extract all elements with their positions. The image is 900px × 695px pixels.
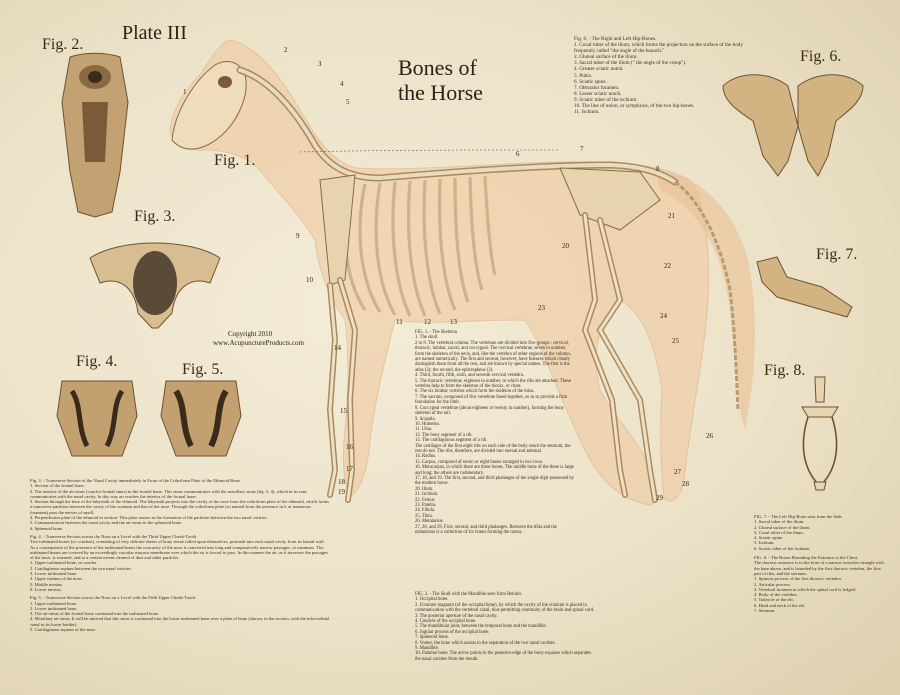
- caption-item: 2. Cartilaginous septum between the two nasal cavities.: [30, 565, 132, 571]
- skeleton-number: 1: [183, 88, 187, 96]
- caption-item: 1. Spinous process of the first thoracic vertebra.: [754, 576, 842, 582]
- main-title-line2: the Horse: [398, 80, 483, 105]
- left-captions: [30, 478, 330, 632]
- caption-item: 4. Condyle of the occipital bone.: [415, 619, 477, 625]
- caption-item: 3. Sacral tuber of the ilium (" the angle of the croup").: [574, 60, 687, 67]
- caption-item: 23. Patella.: [415, 503, 436, 508]
- skeleton-number: 21: [668, 212, 675, 220]
- caption-item: 4. Sciatic spine.: [754, 535, 784, 541]
- skeleton-number: 3: [318, 60, 322, 68]
- caption-item: 9. Sciatic tuber of the ischium.: [574, 96, 638, 103]
- skeleton-number: 26: [706, 432, 713, 440]
- copyright-line2: www.AcupunctureProducts.com: [213, 339, 304, 347]
- skeleton-number: 22: [664, 262, 671, 270]
- skeleton-number: 14: [334, 344, 341, 352]
- caption-item: 7. Obturator foramen.: [574, 84, 620, 91]
- caption-item: 6. The six lumbar vertebra which form the skeleton of the loins.: [415, 389, 535, 395]
- caption-item: 21. Ischium.: [415, 492, 439, 498]
- caption-item: 8. Coccygeal vertebrae (about eighteen or twenty in number), forming the bony skeleton of the tail.: [415, 405, 565, 417]
- caption-item: 22. Femur.: [415, 497, 436, 503]
- skeleton-number: 18: [338, 478, 345, 486]
- caption-item: 5. Ischium.: [754, 540, 775, 546]
- skeleton-number: 27: [674, 468, 681, 476]
- fig3-nasal-section: [80, 228, 230, 338]
- fig2-label: Fig. 2.: [42, 36, 84, 53]
- fig4-label: Fig. 4.: [76, 353, 118, 370]
- caption-heading: Fig. 5. - Transverse Section across the Nose on a Level with the Fifth Upper Cheek-Tooth.: [30, 595, 197, 601]
- skeleton-number: 23: [538, 304, 545, 312]
- caption-item: 16. Metacarpus, in which there are three bones. The middle bone of the three is large and long; the others are rudimentary.: [415, 465, 574, 476]
- caption-heading: FIG. 1. - The Skeleton: [415, 330, 458, 335]
- skeleton-number: 11: [396, 318, 403, 326]
- caption-item: 2. Gluteal surface of the ilium.: [754, 524, 811, 530]
- skeleton-number: 17: [346, 465, 353, 473]
- caption-item: 4. Maxillary air-sinus. It will be noticed that this sinus is continued into the lower turbinated bone over a plate of bone (shown, in the section, with the infra-orbital canal in its lower border).: [30, 616, 330, 627]
- caption-heading: Fig. 6. - The Right and Left Hip-Bones.: [574, 36, 657, 42]
- caption-item: 9. Scapula.: [415, 416, 436, 422]
- fig5-label: Fig. 5.: [182, 361, 224, 378]
- fig1-label: Fig. 1.: [214, 152, 256, 169]
- caption-item: 1. Upper turbinated bone, or concha.: [30, 560, 98, 566]
- caption-item: 1. Upper turbinated bone.: [30, 600, 78, 606]
- caption-item: 5. The mandibular joint, between the temporal bone and the mandible.: [415, 624, 547, 630]
- fig4-nose-section: [52, 376, 142, 461]
- fig8-label: Fig. 8.: [764, 362, 806, 379]
- caption-item: 3. Coxal tuber of the ilium.: [754, 529, 804, 535]
- caption-item: 25. Tibia.: [415, 513, 433, 519]
- caption-item: The cartilages of the first eight ribs on each side of the body reach the sternum; the rest do not. The ribs, therefore, are divided into sternal and asternal.: [415, 443, 571, 454]
- caption-item: 7. Sphenoid bone.: [415, 635, 449, 641]
- skeleton-number: 29: [656, 494, 663, 502]
- caption-item: 13. The cartilaginous segment of a rib.: [415, 438, 488, 444]
- skeleton-number: 10: [306, 276, 313, 284]
- caption-item: 3. The posterior aperture of the nasal cavity.: [415, 613, 498, 619]
- caption-item: 9. Mandible.: [415, 646, 439, 652]
- copyright-line1: Copyright 2010: [228, 330, 273, 338]
- fig5-nose-section: [156, 376, 246, 461]
- caption-item: 12. The bony segment of a rib.: [415, 432, 473, 438]
- caption-item: 2. Gluteal surface of the ilium.: [574, 54, 638, 61]
- main-title-line1: Bones of: [398, 55, 477, 80]
- fig6-caption: [574, 36, 759, 115]
- caption-item: 1. Section of the frontal bone.: [30, 483, 85, 489]
- caption-item: 5. Pubis.: [574, 72, 593, 79]
- caption-item: 2. The interior of the air-sinus (concho-frontal sinus) in the frontal bone. This sinus communicates with the maxillary sinus (fig. 5, 4), which in its turn communicates with the nasal cavity. In this way air reaches the interior of the frontal bone.: [30, 488, 307, 499]
- caption-item: 3. Vertebral foramen in which the spinal cord is lodged.: [754, 586, 857, 592]
- caption-item: 6. Sciatic spine.: [574, 78, 607, 85]
- caption-item: 2. Articular process.: [754, 581, 791, 587]
- plate-label: Plate III: [122, 22, 187, 44]
- caption-item: 5. Cartilaginous septum of the nose.: [30, 627, 97, 633]
- caption-item: 4. Upper meatus of the nose.: [30, 576, 83, 582]
- fig3-label: Fig. 3.: [134, 208, 176, 225]
- caption-item: 2. Lower turbinated bone.: [30, 605, 78, 611]
- caption-item: 1. Sacral tuber of the ilium.: [754, 519, 805, 525]
- caption-heading: FIG. 2. - The Skull with the Mandible seen from Behind.: [415, 592, 522, 597]
- caption-item: The thoracic entrance is in the form of a narrow isosceles triangle with the base above, and is bounded by the first thoracic vertebra, the first pair of ribs, and the sternum.: [754, 560, 884, 576]
- skeleton-number: 20: [562, 242, 569, 250]
- caption-item: 27, 28, and 29. First, second, and third phalanges. Between the tibia and the metatarsus is a collection of six bones forming the tarsus.: [415, 524, 558, 536]
- caption-heading: FIG. 8. - The Bones Bounding the Entrance to the Chest.: [754, 555, 859, 561]
- skeleton-number: 5: [346, 98, 350, 106]
- caption-item: 4. Body of the vertebra.: [754, 592, 798, 598]
- skeleton-number: 9: [296, 232, 300, 240]
- skeleton-number: 16: [346, 443, 353, 451]
- caption-heading: FIG. 7. - The Left Hip-Bone seen from the Side.: [754, 514, 843, 519]
- caption-item: 2. Foramen magnum (of the occipital bone), by which the cavity of the cranium is placed in communication with the vertebral canal, thus permitting continuity of the brain and spinal cord.: [415, 602, 595, 614]
- right-captions: [754, 514, 884, 613]
- caption-item: 1. Occipital bone.: [415, 597, 449, 603]
- fig7-label: Fig. 7.: [816, 246, 858, 263]
- caption-item: 14. Radius.: [415, 454, 437, 460]
- caption-item: 5. The thoracic vertebrae, eighteen in number, to which the ribs are attached. These vertebra help to form the skeleton of the thorax, or chest.: [415, 378, 571, 390]
- caption-item: 11. Ulna.: [415, 427, 433, 433]
- caption-item: 6. Head and neck of the rib.: [754, 602, 806, 608]
- caption-item: 6. Lower meatus.: [30, 586, 62, 592]
- fig6-label: Fig. 6.: [800, 48, 842, 65]
- caption-item: 26. Metatarsus.: [415, 519, 444, 525]
- caption-item: 10. The line of union, or symphysis, of the two hip-bones.: [574, 103, 695, 110]
- caption-item: 4. Perpendicular plate of the ethmoid in section. This plate assists in the formation of the partition between the two nasal cavities.: [30, 515, 268, 521]
- fig2-skull: [50, 52, 140, 222]
- caption-item: 10. Palatine bone. The arrow points to the posterior edge of the bony expanse which separates the nasal cavities from the mouth.: [415, 651, 592, 662]
- caption-item: 1. Coxal tuber of the ilium, which forms the projection on the surface of the body frequently called "the angle of the haunch.": [574, 42, 743, 55]
- skeleton-number: 28: [682, 480, 689, 488]
- caption-item: 6. Sciatic tuber of the ischium.: [754, 545, 811, 551]
- caption-item: 8. Lesser sciatic notch.: [574, 90, 622, 97]
- caption-item: 6. Jugular process of the occipital bone.: [415, 629, 490, 635]
- caption-item: 17, 18, and 19. The first, second, and third phalanges of the single digit possessed by the modern horse.: [415, 475, 575, 487]
- skeleton-number: 13: [450, 318, 457, 326]
- caption-item: 8. Vomer, the bone which assists in the separation of the two nasal cavities.: [415, 640, 556, 646]
- caption-item: 2 to 8. The vertebral column. The vertebrae are divided into five groups : cervical, thoracic, lumbar, sacral, and coccygeal. The cervical vertebrae, seven in number, form the skeleton of the neck, and, like the vertebra of other regions of the column, are named numerically. The first and second, however, have features which clearly distinguish them from all the rest, and are known by special names. The first is the atlas (2); the second, the epistropheus (3).: [415, 340, 571, 373]
- skeleton-number: 2: [284, 46, 288, 54]
- fig8-chest-entrance: [790, 372, 850, 492]
- caption-item: 4. Greater sciatic notch.: [574, 66, 624, 73]
- skeleton-number: 24: [660, 312, 667, 320]
- caption-item: 5. Middle meatus.: [30, 581, 64, 587]
- skeleton-number: 19: [338, 488, 345, 496]
- skeleton-number: 6: [516, 150, 520, 158]
- caption-item: 20. Ilium.: [415, 486, 434, 492]
- caption-item: 3. Section through the base of the labyrinth of the ethmoid. The labyrinth projects into the cavity of the nose from the cribriform plate of the ethmoid, which forms a transverse partition between the cavity of the cranium and that of the nose. Through the cribriform plate (so named from the presence in it of numerous foramina) pass the nerves of smell.: [30, 499, 330, 515]
- skeleton-number: 15: [340, 407, 347, 415]
- skeleton-number: 7: [580, 145, 584, 153]
- caption-item: 3. Lower turbinated bone.: [30, 571, 78, 577]
- caption-item: 7. Sternum.: [754, 608, 776, 614]
- caption-item: 15. Carpus, composed of seven or eight bones arranged in two rows.: [415, 459, 544, 465]
- fig1-caption: [415, 330, 575, 535]
- caption-item: 5. Tubercle of the rib.: [754, 597, 794, 603]
- caption-item: 5. Communication between the nasal cavity and the air-sinus in the sphenoid bone.: [30, 520, 183, 526]
- caption-item: 6. Sphenoid bone.: [30, 525, 64, 531]
- caption-item: 7. The sacrum, composed of five vertebrae fused together, so as to provide a firm foundation for the limb.: [415, 394, 568, 406]
- fig2-caption: [415, 592, 595, 662]
- caption-item: 3. The air-sinus of the frontal bone continued into the turbinated bone.: [30, 611, 160, 617]
- caption-item: 11. Ischium.: [574, 109, 600, 116]
- skeleton-number: 4: [340, 80, 344, 88]
- caption-item: Two turbinated bones (or conchae), consisting of very delicate sheets of bony tissue rolled upon themselves, protrude into each nasal cavity from its lateral wall. As a consequence of the presence of the turbinated bones the concavity of the nose is converted into long and comparatively narrow passages, or meatuses. The turbinated bones are covered by an exceedingly vascular mucous membrane over which the air is forced to pass. In this manner the air, as it traverses the passages of the nose, is warmed, and to a certain extent cleaned of dust and other particles.: [30, 539, 328, 561]
- caption-heading: Fig. 3. - Transverse Section of the Nasal Cavity immediately in Front of the Cribriform Plate of the Ethmoid Bone.: [30, 478, 242, 483]
- skeleton-number: 12: [424, 318, 431, 326]
- skeleton-number: 8: [656, 165, 660, 173]
- skeleton-number: 25: [672, 337, 679, 345]
- caption-item: 4. Third, fourth, fifth, sixth, and seventh cervical vertebra.: [415, 373, 524, 379]
- caption-item: 24. Fibula.: [415, 508, 436, 514]
- caption-item: 1. The skull.: [415, 335, 439, 341]
- caption-item: 10. Humerus.: [415, 421, 441, 427]
- caption-heading: Fig. 4. - Transverse Section across the Nose on a Level with the Third Upper Cheek-Tooth.: [30, 533, 198, 539]
